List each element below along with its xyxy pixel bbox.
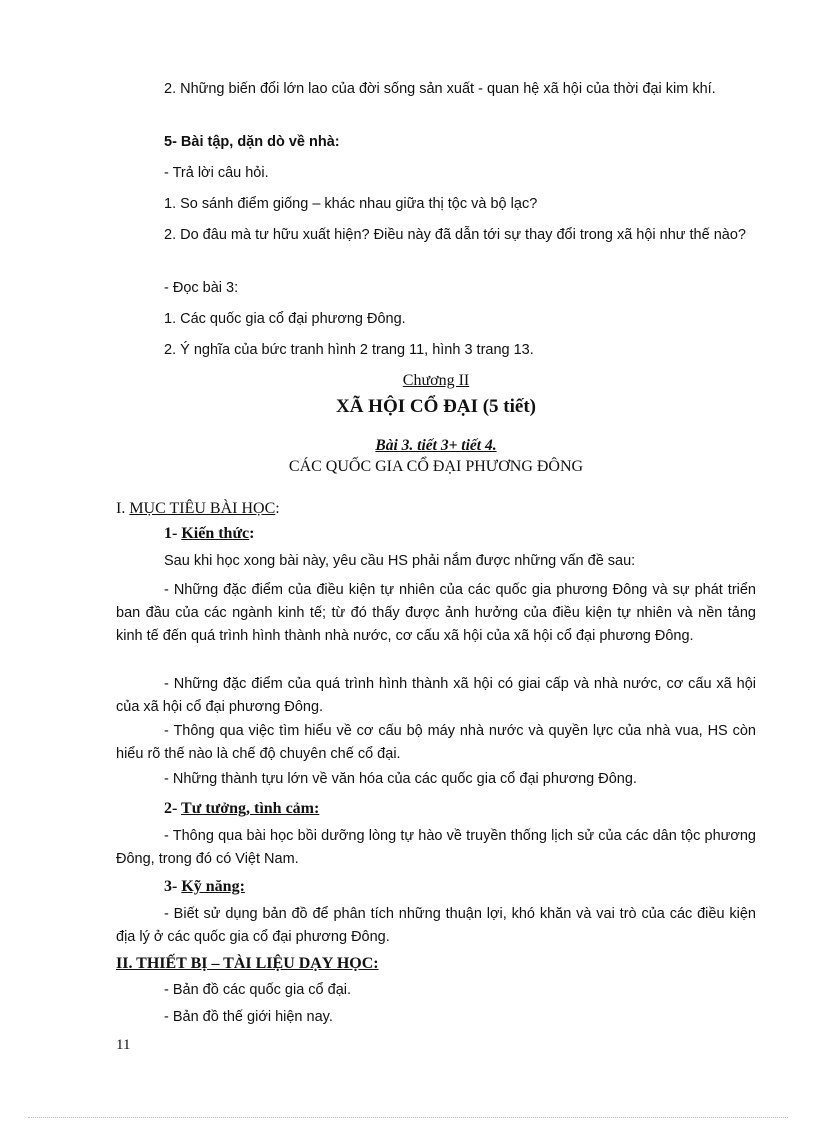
chapter-title: XÃ HỘI CỔ ĐẠI (5 tiết) bbox=[335, 396, 536, 417]
section-1-prefix: I. bbox=[116, 500, 130, 517]
chapter-label: Chương II bbox=[402, 372, 470, 389]
knowledge-item-3: - Thông qua việc tìm hiểu về cơ cấu bộ máy nhà nước và quyền lực của nhà vua, HS còn hiểu rõ thế nào là chế độ chuyên chế cổ đại. bbox=[116, 723, 756, 762]
attitude-item-1: - Thông qua bài học bồi dưỡng lòng tự hào về truyền thống lịch sử của các dân tộc phương Đông, trong đó có Việt Nam. bbox=[116, 828, 756, 867]
paragraph-read-2: 2. Ý nghĩa của bức tranh hình 2 trang 11, hình 3 trang 13. bbox=[164, 342, 534, 358]
skills-item-1: - Biết sử dụng bản đồ để phân tích những thuận lợi, khó khăn và vai trò của các điều kiện địa lý ở các quốc gia cổ đại phương Đông. bbox=[116, 906, 756, 945]
paragraph-read-lesson: - Đọc bài 3: bbox=[164, 280, 239, 296]
equipment-item-1: - Bản đồ các quốc gia cổ đại. bbox=[164, 982, 352, 998]
page-bottom-divider bbox=[28, 1117, 788, 1118]
equipment-item-2: - Bản đồ thế giới hiện nay. bbox=[164, 1009, 333, 1025]
paragraph-question-2: 2. Do đâu mà tư hữu xuất hiện? Điều này đã dẫn tới sự thay đổi trong xã hội như thế nào? bbox=[164, 227, 746, 243]
knowledge-intro: Sau khi học xong bài này, yêu cầu HS phải nắm được những vấn đề sau: bbox=[164, 553, 636, 569]
knowledge-heading bbox=[164, 522, 756, 545]
skills-prefix: 3- bbox=[164, 878, 182, 895]
section-2-heading: II. THIẾT BỊ – TÀI LIỆU DẠY HỌC: bbox=[116, 955, 379, 972]
knowledge-colon: : bbox=[249, 525, 255, 542]
section-1-heading bbox=[116, 497, 756, 520]
attitude-title: Tư tưởng, tình cảm: bbox=[181, 800, 320, 817]
knowledge-item-4: - Những thành tựu lớn về văn hóa của các quốc gia cổ đại phương Đông. bbox=[164, 771, 637, 787]
skills-title: Kỹ năng: bbox=[181, 878, 245, 895]
skills-heading bbox=[164, 875, 756, 898]
paragraph-read-1: 1. Các quốc gia cổ đại phương Đông. bbox=[164, 311, 406, 327]
paragraph-answer-questions: - Trả lời câu hỏi. bbox=[164, 165, 269, 181]
lesson-label: Bài 3. tiết 3+ tiết 4. bbox=[375, 437, 497, 454]
paragraph-question-1: 1. So sánh điểm giống – khác nhau giữa thị tộc và bộ lạc? bbox=[164, 196, 538, 212]
attitude-heading bbox=[164, 797, 756, 820]
paragraph-kim-khi: 2. Những biến đổi lớn lao của đời sống sản xuất - quan hệ xã hội của thời đại kim khí. bbox=[164, 81, 716, 97]
knowledge-title: Kiến thức bbox=[181, 525, 250, 542]
page-number: 11 bbox=[116, 1037, 131, 1053]
section-1-title: MỤC TIÊU BÀI HỌC bbox=[129, 500, 276, 517]
lesson-title: CÁC QUỐC GIA CỔ ĐẠI PHƯƠNG ĐÔNG bbox=[288, 458, 584, 475]
homework-heading: 5- Bài tập, dặn dò về nhà: bbox=[164, 134, 340, 150]
section-1-colon: : bbox=[275, 500, 280, 517]
knowledge-item-2: - Những đặc điểm của quá trình hình thành xã hội có giai cấp và nhà nước, cơ cấu xã hội của xã hội cổ đại phương Đông. bbox=[116, 676, 756, 715]
knowledge-prefix: 1- bbox=[164, 525, 182, 542]
knowledge-item-1: - Những đặc điểm của điều kiện tự nhiên của các quốc gia phương Đông và sự phát triển ban đầu của các ngành kinh tế; từ đó thấy được ảnh hưởng của điều kiện tự nhiên và nền tảng kinh tế đến quá trình hình thành nhà nước, cơ cấu xã hội của xã hội cổ đại phương Đông. bbox=[116, 582, 756, 644]
attitude-prefix: 2- bbox=[164, 800, 182, 817]
